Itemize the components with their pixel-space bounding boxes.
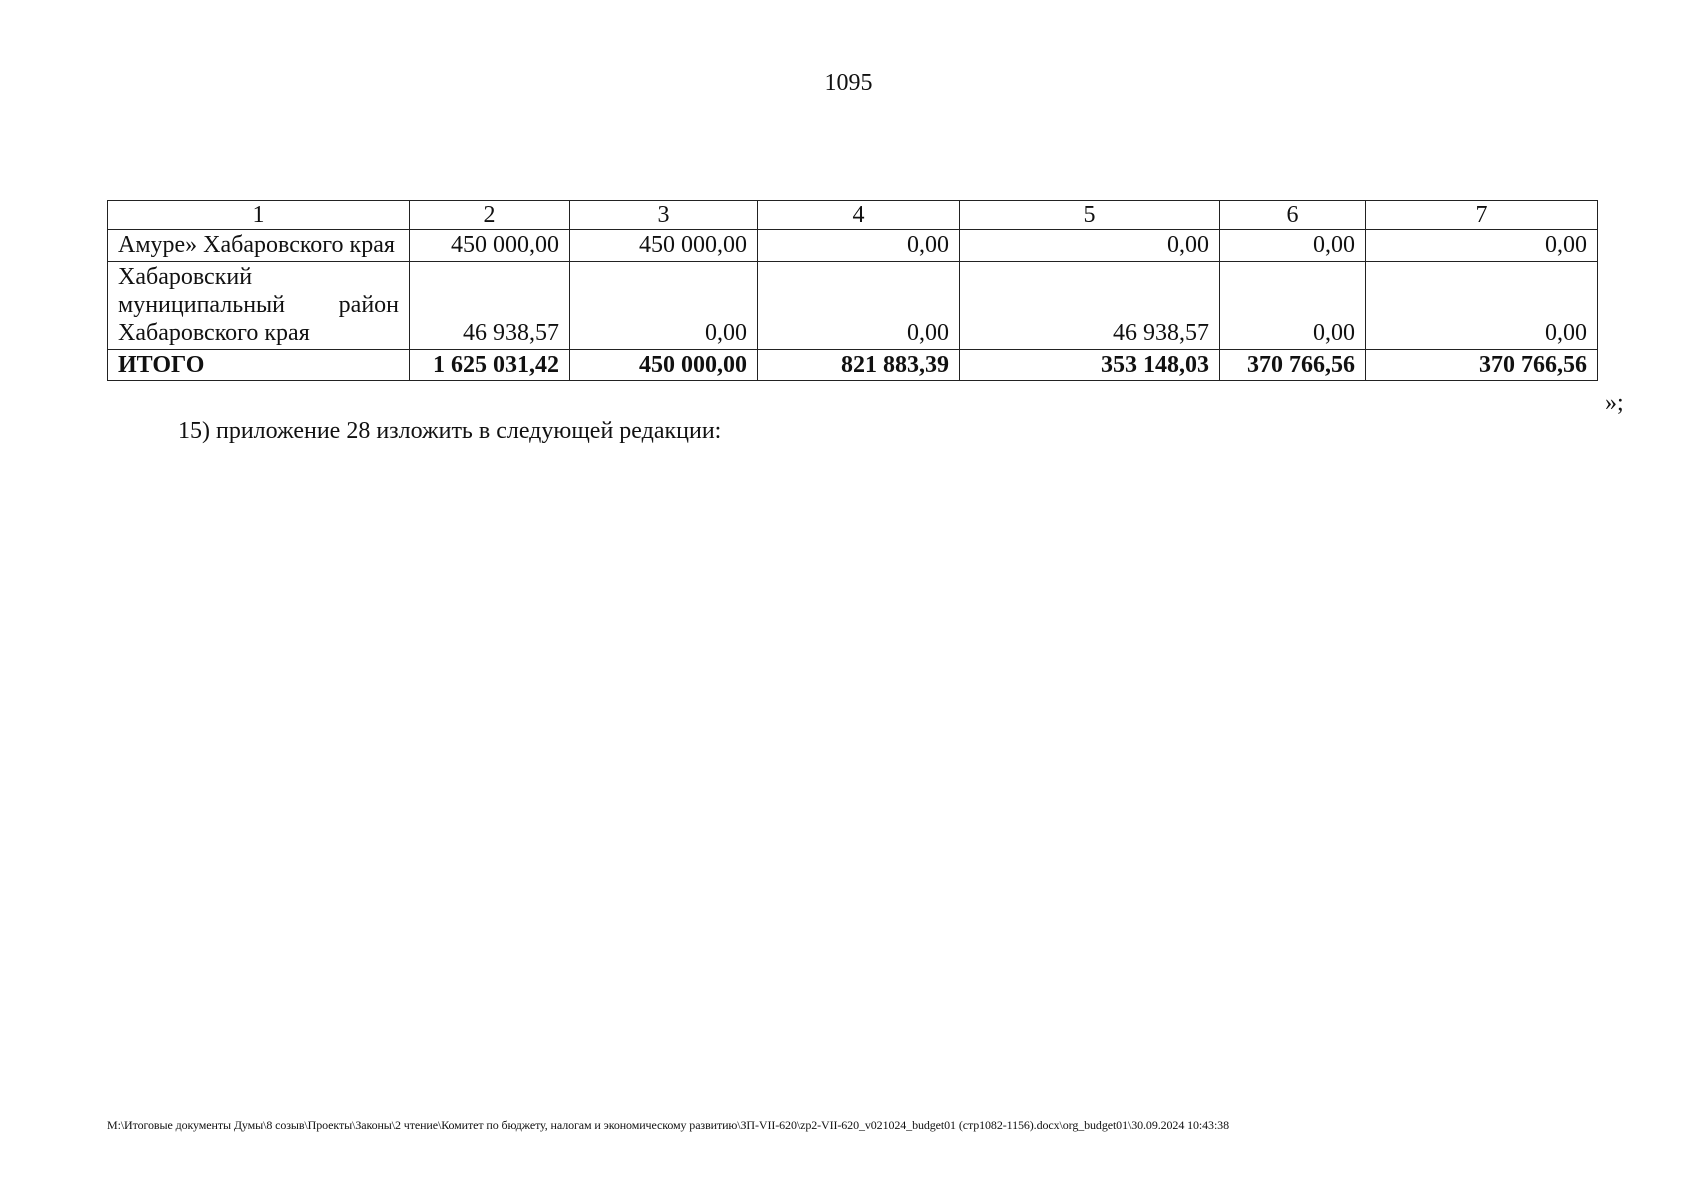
column-header: 2 (410, 201, 570, 230)
value-cell: 46 938,57 (960, 261, 1220, 349)
column-header: 5 (960, 201, 1220, 230)
value-cell: 0,00 (1366, 261, 1598, 349)
total-value-cell: 1 625 031,42 (410, 349, 570, 380)
value-cell: 0,00 (960, 230, 1220, 261)
column-header: 7 (1366, 201, 1598, 230)
total-value-cell: 353 148,03 (960, 349, 1220, 380)
column-header: 3 (570, 201, 758, 230)
footer-file-path: M:\Итоговые документы Думы\8 созыв\Проекты\Законы\2 чтение\Комитет по бюджету, налогам и экономическому развитию\ЗП-VII-620\zp2-VII-620_v021024_budget01 (стр1082-1156).docx\org_budget01\30.09.2024 10:43:38 (107, 1118, 1229, 1132)
value-cell: 0,00 (1220, 230, 1366, 261)
total-value-cell: 370 766,56 (1220, 349, 1366, 380)
value-cell: 46 938,57 (410, 261, 570, 349)
column-header: 1 (108, 201, 410, 230)
value-cell: 450 000,00 (570, 230, 758, 261)
header-row (108, 201, 1598, 230)
page-number: 1095 (824, 70, 873, 96)
closing-quote: »; (1605, 390, 1624, 416)
column-header: 4 (758, 201, 960, 230)
table-row (108, 230, 1598, 261)
instruction-paragraph: 15) приложение 28 изложить в следующей редакции: (178, 418, 722, 444)
column-header: 6 (1220, 201, 1366, 230)
total-value-cell: 450 000,00 (570, 349, 758, 380)
budget-table (107, 200, 1598, 381)
table-row (108, 261, 1598, 349)
value-cell: 0,00 (570, 261, 758, 349)
value-cell: 0,00 (1366, 230, 1598, 261)
total-label-cell: ИТОГО (108, 349, 410, 380)
row-name-cell: Амуре» Хабаровского края (108, 230, 410, 261)
value-cell: 450 000,00 (410, 230, 570, 261)
total-value-cell: 821 883,39 (758, 349, 960, 380)
value-cell: 0,00 (758, 230, 960, 261)
total-row (108, 349, 1598, 380)
value-cell: 0,00 (758, 261, 960, 349)
value-cell: 0,00 (1220, 261, 1366, 349)
total-value-cell: 370 766,56 (1366, 349, 1598, 380)
row-name-cell: Хабаровский муниципальный район Хабаровского края (108, 261, 410, 349)
